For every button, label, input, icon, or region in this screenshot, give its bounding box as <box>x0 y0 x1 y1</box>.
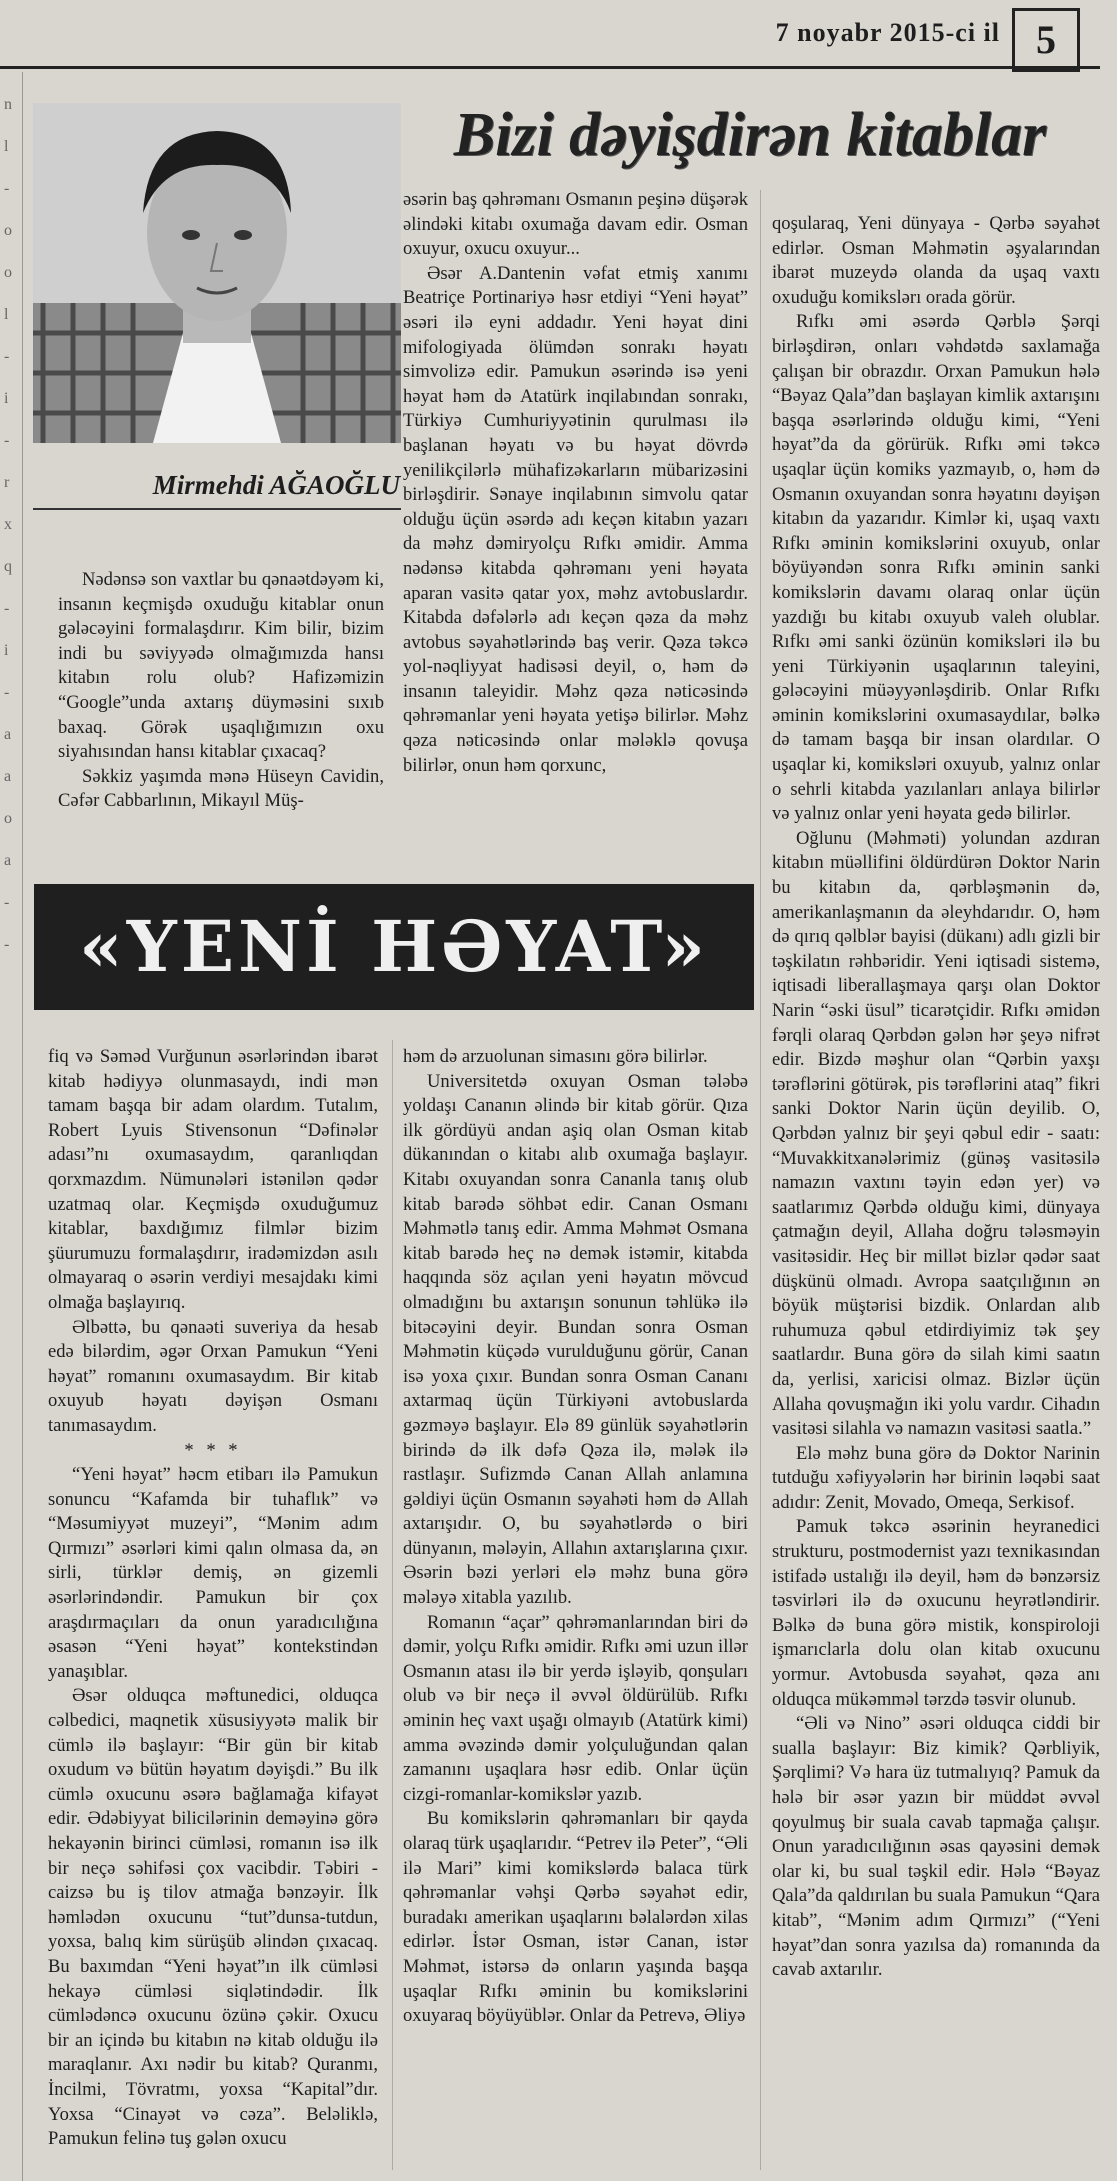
edge-letter: q <box>4 558 12 575</box>
edge-letter: l <box>4 138 9 155</box>
paragraph: Oğlunu (Məhməti) yolundan azdıran kitabın müəllifini öldürdürən Doktor Narin bu kitabın da, qərbləşmənin də, amerikanlaşmanın da əleyhdarıdır. O, həm də qırıq qəlblər bayisi (dükanı) adlı gizli bir təşkilatın rəhbəridir. Yeni iqtisadi sistemə, iqtisadi liberallaşmaya qarşı olan Doktor Narin “əski üsul” ticarətçidir. Rıfkı əmidən fərqli olaraq Qərbdən gələn hər şeyə nifrət edir. Bizdə məşhur olan “Qərbin yaxşı tərəflərini götürək, pis tərəflərini ataq” fikri sanki Doktor Narin üçün deyilib. O, Qərbdən yalnız bir şeyi qəbul edir - saatı: “Muvakkitxanələrimiz (günəş vasitəsilə namazın vaxtını təyin edən yer) və saatlarımız Qərbdə olduğu kimi, dünyaya çatmağın deyil, Allaha doğru tələsməyin vasitəsidir. Heç bir millət bizlər qədər saat düşkünü olmadı. Avropa saatçılığının ən böyük müştərisi bizdik. Onlardan alıb ruhumuza qəbul etdirdiyimiz tək şey saatlardır. Buna görə də silah kimi saatın da, yerlisi, xaricisi olmaz. Bizlər üçün Allaha qovuşmağın iki yolu vardır. Cihadın vasitəsi silahla və namazın vasitəsi saatla.” <box>772 827 1100 1440</box>
edge-letter: l <box>4 306 9 323</box>
paragraph: Səkkiz yaşımda mənə Hüseyn Cavidin, Cəfər Cabbarlının, Mikayıl Müş- <box>58 765 384 812</box>
paragraph: Əsər A.Dantenin vəfat etmiş xanımı Beatriçe Portinariyə həsr etdiyi “Yeni həyat” əsəri ilə eyni addadır. Yeni həyat dini mifologiyada ölümdən sonrakı həyatı simvolizə edir. Pamukun əsərində isə yeni həyat həm də Atatürk inqilabından sonrakı, Türkiyə Cumhuriyyətinin qurulması ilə başlanan həyatı və bu həyat dövrdə yenilikçilərlə mühafizəkarların mübarizəsini birləşdirir. Sənaye inqilabının simvolu qatar olduğu üçün əsərdə adı keçən kitabın yazarı da məhz dəmiryolçu Rıfkı əmidir. Amma nədənsə kitabda qəhrəmanı yeni həyata aparan vasitə qatar yox, məhz avtobuslardır. Kitabda dəfələrlə adı keçən qəza da məhz avtobus səyahətlərində baş verir. Qəza təkcə yol-nəqliyyat hadisəsi deyil, o, həm də insanın taleyidir. Məhz qəza nəticəsində qəhrəmanlar yeni həyata yetişə bilirlər. Məhz qəza nəticəsində onlar mələklə qovuşa bilirlər, onun həm qorxunc, <box>403 262 748 776</box>
edge-letter: i <box>4 642 9 659</box>
edge-letter: a <box>4 852 12 869</box>
column-1-bottom <box>48 1045 378 2152</box>
section-banner: «YENİ HƏYAT» <box>34 884 754 1010</box>
paragraph: Rıfkı əmi əsərdə Qərblə Şərqi birləşdirən, onları vəhdətdə saxlamağa çalışan bir obrazdır. Orxan Pamukun hələ “Bəyaz Qala”dan başlayan kimlik axtarışını başqa əsərlərində olduğu kimi, “Yeni həyat”da da görürük. Rıfkı əmi təkcə uşaqlar üçün komiks yazmayıb, o, həm də Osmanın oxuyandan sonra həyatını dəyişən kitabın da yazarıdır. Kimlər ki, uşaq vaxtı Rıfkı əminin komikslərini oxuyub, onlar böyüyəndən sonra Rıfkı əminin sanki komikslərin davamı olaraq onlar üçün yazdığı bu kitabı oxuyub valeh olublar. Rıfkı əmi sanki özünün komiksləri ilə bu yeni Türkiyənin uşaqlarının taleyini, gələcəyini müəyyənləşdirib. Onlar Rıfkı əminin komikslərini oxumasaydılar, bəlkə də tamam başqa bir insan olardılar. O uşaqlar ki, komiksləri oxuyub, yalnız onlar o sehrli kitabda yazılanları anlaya bilirlər və yalnız onlar yeni həyata gedə bilirlər. <box>772 311 1100 825</box>
paragraph: əsərin baş qəhrəmanı Osmanın peşinə düşərək əlindəki kitabı oxumağa davam edir. Osman oxuyur, oxucu oxuyur... <box>403 189 748 260</box>
column-2-top <box>403 188 748 778</box>
paragraph: fiq və Səməd Vurğunun əsərlərindən ibarət kitab hədiyyə olunmasaydı, indi mən tamam başqa bir adam olardım. Tutalım, Robert Lyuis Stivensonun “Dəfinələr adası”nı oxumasaydım, qaranlıqdan qorxmazdım. Nümunələri istənilən qədər uzatmaq olar. Keçmişdə oxuduğumuz kitablar, baxdığımız filmlər bizim şüurumuzu formalaşdırır, iradəmizdən asılı olmayaraq o əsərin verdiyi mesajdakı kimi olmağa başlayırıq. <box>48 1046 378 1313</box>
column-divider <box>760 190 761 2170</box>
article-title: Bizi dəyişdirən kitablar <box>453 101 1047 169</box>
paragraph: Elə məhz buna görə də Doktor Narinin tutduğu xəfiyyələrin hər birinin ləqəbi saat adıdır: Zenit, Movado, Omeqa, Serkisof. <box>772 1442 1100 1513</box>
paragraph: həm də arzuolunan simasını görə bilirlər. <box>403 1046 708 1067</box>
paragraph: Romanın “açar” qəhrəmanlarından biri də dəmir, yolçu Rıfkı əmidir. Rıfkı əmi uzun illər Osmanın atası ilə bir yerdə işləyib, qonşuları olub və bir neçə il əvvəl öldürülüb. Rıfkı əminin heç vaxt uşağı olmayıb (Atatürk kimi) amma əvəzində dəmir yolçuluğundan qalan zamanını uşaqlara həsr edib. Onlar üçün cizgi-romanlar-komikslər yazıb. <box>403 1611 748 1805</box>
paragraph: “Yeni həyat” həcm etibarı ilə Pamukun sonuncu “Kafamda bir tuhaflık” və “Məsumiyyət muzeyi”, “Mənim adım Qırmızı” əsərləri kimi qalın olmasa da, ən sirli, türklər demiş, ən gizemli əsərlərindəndir. Pamukun bir çox araşdırmaçıları da onun yaradıcılığına əsasən “Yeni həyat” kontekstindən yanaşıblar. <box>48 1464 378 1682</box>
author-rule <box>33 508 401 510</box>
issue-date: 7 noyabr 2015-ci il <box>775 18 1000 47</box>
edge-letter: - <box>4 348 10 365</box>
edge-letter: - <box>4 936 10 953</box>
edge-letter: o <box>4 810 12 827</box>
edge-letter: o <box>4 264 12 281</box>
paragraph: Əsər olduqca məftunedici, olduqca cəlbedici, maqnetik xüsusiyyətə malik bir cümlə ilə başlayır: “Bir gün bir kitab oxudum və bütün həyatım dəyişdi.” Bu ilk cümlə oxucunu əsərə bağlamağa kifayət edir. Ədəbiyyat bilicilərinin deməyinə görə hekayənin birinci cümləsi, romanın isə ilk bir neçə səhifəsi çox vacibdir. Təbiri - caizsə bu iş tilov atmağa bənzəyir. İlk həmlədən oxucunu “tut”dunsa-tutdun, yoxsa, balıq kim sürüşüb əlindən çıxacaq. Bu baxımdan “Yeni həyat”ın ilk cümləsi hekayə cümləsi siqlətindədir. İlk cümlədəncə oxucunu özünə çəkir. Oxucu bir an içində bu kitabın nə kitab olduğu ilə maraqlanır. Axı nədir bu kitab? Quranmı, İncilmi, Tövratmı, yoxsa “Kapital”dır. Yoxsa “Cinayət və cəza”. Beləliklə, Pamukun felinə tuş gələn oxucu <box>48 1685 378 2150</box>
edge-letter: - <box>4 180 10 197</box>
edge-letter: - <box>4 600 10 617</box>
edge-letter: - <box>4 432 10 449</box>
paragraph: Bu komikslərin qəhrəmanları bir qayda olaraq türk uşaqlarıdır. “Petrev ilə Peter”, “Əli ilə Mari” kimi komikslərdə balaca türk qəhrəmanlar vəhşi Qərbə səyahət edir, buradakı amerikan uşaqlarını bəlalərdən xilas edirlər. İstər Osman, istər Canan, istər Məhmət, istərsə də onların yaşında başqa uşaqlar Rıfkı əminin bu komikslərini oxuyaraq böyüyüblər. Onlar da Petrevə, Əliyə <box>403 1808 748 2027</box>
author-name: Mirmehdi AĞAOĞLU <box>152 470 400 500</box>
column-3 <box>772 212 1100 1983</box>
paragraph: qoşularaq, Yeni dünyaya - Qərbə səyahət edirlər. Osman Məhmətin əşyalarından ibarət muzeydə olanda da uşaq vaxtı oxuduğu komikslərı orada görür. <box>772 213 1100 308</box>
edge-letter: x <box>4 516 12 533</box>
edge-letter: i <box>4 390 9 407</box>
column-2-bottom <box>403 1045 748 2029</box>
edge-letter: - <box>4 684 10 701</box>
column-1-top <box>58 568 384 814</box>
edge-letter: a <box>4 726 12 743</box>
paragraph: “Əli və Nino” əsəri olduqca ciddi bir sualla başlayır: Biz kimik? Qərbliyik, Şərqlimi? Və hara üz tutmalıyıq? Pamuk da hələ bir əsər yazın bir müddət əvvəl qoyulmuş bir suala cavab tapmağa çalışır. Onun yaradıcılığının əsas qayəsini demək olar ki, bu sual təşkil edir. Hələ “Bəyaz Qala”da qaldırılan bu suala Pamukun “Qara kitab”, “Mənim adım Qırmızı” (“Yeni həyat”dan sonra yazılsa da) romanında da cavab axtarılır. <box>772 1713 1100 1981</box>
section-separator: * * * <box>184 1439 242 1461</box>
edge-letter: r <box>4 474 10 491</box>
paragraph: Universitetdə oxuyan Osman tələbə yoldaşı Cananın əlində bir kitab görür. Qıza ilk gördüyü andan aşiq olan Osman kitab dükanından o kitabı alıb oxumağa başlayır. Kitabı oxuyandan sonra Cananla tanış olub kitab barədə söhbət edir. Canan Osmanı Məhmətlə tanış edir. Amma Məhmət Osmana kitab barədə heç nə demək istəmir, kitabda haqqında söz açılan yeni həyatın mövcud olmadığını bu axtarışın sonunun təhlükə ilə bitəcəyini deyir. Bundan sonra Osman Məhmətin küçədə vurulduğunu görür, Canan isə yoxa çıxır. Bundan sonra Osman Cananı axtarmaq üçün Türkiyəni avtobuslarda gəzməyə başlayır. Elə 89 günlük səyahətlərin birində də ilk dəfə Qəza ilə, mələk ilə rastlaşır. Sufizmdə Canan Allah anlamına gəldiyi üçün Osmanın səyahəti həm də Allah axtarışıdır. O, bu səyahətlərdə o biri dünyanın, mələyin, Allahın axtarışlarına çıxır. Əsərin bəzi yerləri elə məhz buna görə mələyə xitabla yazılıb. <box>403 1070 748 1609</box>
edge-letter: - <box>4 894 10 911</box>
edge-letter: n <box>4 96 12 113</box>
paragraph: Nədənsə son vaxtlar bu qənaətdəyəm ki, insanın keçmişdə oxuduğu kitablar onun gələcəyini formalaşdırır. Kim bilir, bizim indi bu səviyyədə olmağımızda hansı kitabın rolu olub? Hafizəmizin “Google”unda axtarış düyməsini sıxıb baxaq. Görək uşaqlığımızın oxu siyahısından hansı kitablar çıxacaq? <box>58 569 384 763</box>
edge-letter: a <box>4 768 12 785</box>
edge-letter: o <box>4 222 12 239</box>
adjacent-page-edge <box>0 72 23 2181</box>
paragraph: Əlbəttə, bu qənaəti suveriya da hesab edə bilərdim, əgər Orxan Pamukun “Yeni həyat” romanını oxumasaydım. Bir kitab oxuyub həyatı dəyişən Osmanı tanımasaydım. <box>48 1316 378 1436</box>
author-photo <box>33 103 401 443</box>
header-rule <box>0 66 1100 69</box>
paragraph: Pamuk təkcə əsərinin heyranedici strukturu, postmodernist yazı texnikasından istifadə ustalığı ilə deyil, həm də bənzərsiz təsvirləri ilə də oxucunu heyrətləndirir. Bəlkə də buna görə mistik, konspiroloji işmarıclarla dolu olan kitab oxucunu yormur. Avtobusda səyahət, qəza anı olduqca mükəmməl tərzdə təsvir olunub. <box>772 1516 1100 1710</box>
page-number: 5 <box>1012 8 1080 72</box>
column-divider <box>392 1040 393 2170</box>
